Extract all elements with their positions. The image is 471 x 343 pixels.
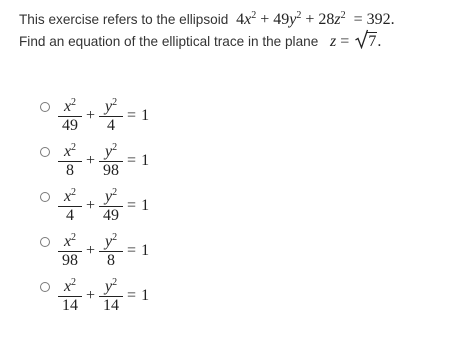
fraction-denominator: 4 [107,116,116,134]
fraction-denominator: 49 [62,116,78,134]
numerator-exp: 2 [112,141,118,153]
ellipsoid-var-y: y [289,11,297,28]
fraction-denominator: 14 [62,296,78,314]
fraction-denominator: 4 [66,206,74,224]
plus-sign: + [86,242,96,259]
plane-var: z [330,33,337,50]
equals-sign: = [127,152,137,169]
fraction-y [99,233,123,270]
ellipsoid-exp-x: 2 [251,10,257,21]
fraction-numerator [62,233,78,251]
fraction-numerator [62,188,78,206]
numerator-exp: 2 [71,96,77,108]
plane-period: . [377,33,382,50]
ellipsoid-var-x: x [244,11,252,28]
fraction-y [99,98,123,135]
ellipsoid-coef-y: 49 [273,11,290,28]
fraction-denominator: 49 [103,206,120,224]
option-equation [58,184,149,228]
plane-equation [322,33,381,50]
option-equation [58,139,149,183]
equals-sign: = [127,107,137,124]
numerator-exp: 2 [71,231,77,243]
fraction-denominator: 98 [103,161,120,179]
fraction-numerator [62,98,78,116]
numerator-exp: 2 [71,141,77,153]
numerator-exp: 2 [112,231,118,243]
ellipsoid-equation [232,11,395,28]
equals-sign: = [127,197,137,214]
fraction-x [58,98,82,135]
fraction-numerator [103,233,119,251]
question-plane-text: Find an equation of the elliptical trace in the plane [19,34,319,49]
equation-rhs: 1 [141,287,150,304]
equation-rhs: 1 [141,152,150,169]
question-line-2 [19,31,464,53]
radicand: 7 [368,33,377,50]
fraction-denominator: 14 [103,296,120,314]
plane-equals: = [340,33,350,50]
plus-sign: + [86,107,96,124]
numerator-exp: 2 [71,276,77,288]
numerator-var: y [104,187,113,205]
plus-sign: + [86,197,96,214]
option-equation [58,274,149,318]
fraction-x [58,188,82,225]
equation-rhs: 1 [141,107,150,124]
numerator-var: y [104,232,113,250]
ellipsoid-coef-x: 4 [236,11,245,28]
numerator-var: x [63,187,72,205]
fraction-numerator [103,98,119,116]
equation-rhs: 1 [141,197,150,214]
radical-sign-icon [355,29,368,49]
numerator-exp: 2 [112,96,118,108]
plus-sign: + [86,152,96,169]
square-root [355,31,377,53]
fraction-x [58,143,82,180]
ellipsoid-exp-z: 2 [340,10,346,21]
fraction-y [99,188,123,225]
numerator-var: x [63,277,72,295]
option-equation [58,229,149,273]
radio-button[interactable] [40,102,50,112]
numerator-var: x [63,97,72,115]
radio-button[interactable] [40,147,50,157]
ellipsoid-equals: = [353,11,363,28]
plus-sign: + [86,287,96,304]
ellipsoid-var-z: z [334,11,341,28]
numerator-exp: 2 [71,186,77,198]
ellipsoid-plus-2: + [305,11,315,28]
ellipsoid-exp-y: 2 [296,10,302,21]
fraction-numerator [103,188,119,206]
numerator-var: x [63,232,72,250]
question-intro-text: This exercise refers to the ellipsoid [19,12,229,27]
question-prompt [19,9,464,53]
ellipsoid-rhs: 392. [366,11,395,28]
radio-button[interactable] [40,192,50,202]
fraction-numerator [62,143,78,161]
numerator-var: y [104,97,113,115]
ellipsoid-coef-z: 28 [318,11,335,28]
fraction-numerator [103,143,119,161]
radio-button[interactable] [40,237,50,247]
numerator-exp: 2 [112,276,118,288]
fraction-denominator: 8 [66,161,74,179]
numerator-var: y [104,142,113,160]
fraction-numerator [62,278,78,296]
fraction-denominator: 8 [107,251,116,269]
numerator-var: x [63,142,72,160]
fraction-y [99,143,123,180]
ellipsoid-plus-1: + [260,11,270,28]
equals-sign: = [127,242,137,259]
fraction-denominator: 98 [62,251,78,269]
equals-sign: = [127,287,137,304]
fraction-x [58,233,82,270]
fraction-x [58,278,82,315]
equation-rhs: 1 [141,242,150,259]
question-line-1 [19,9,464,31]
fraction-numerator [103,278,119,296]
numerator-var: y [104,277,113,295]
radio-button[interactable] [40,282,50,292]
fraction-y [99,278,123,315]
option-equation [58,94,149,138]
numerator-exp: 2 [112,186,118,198]
